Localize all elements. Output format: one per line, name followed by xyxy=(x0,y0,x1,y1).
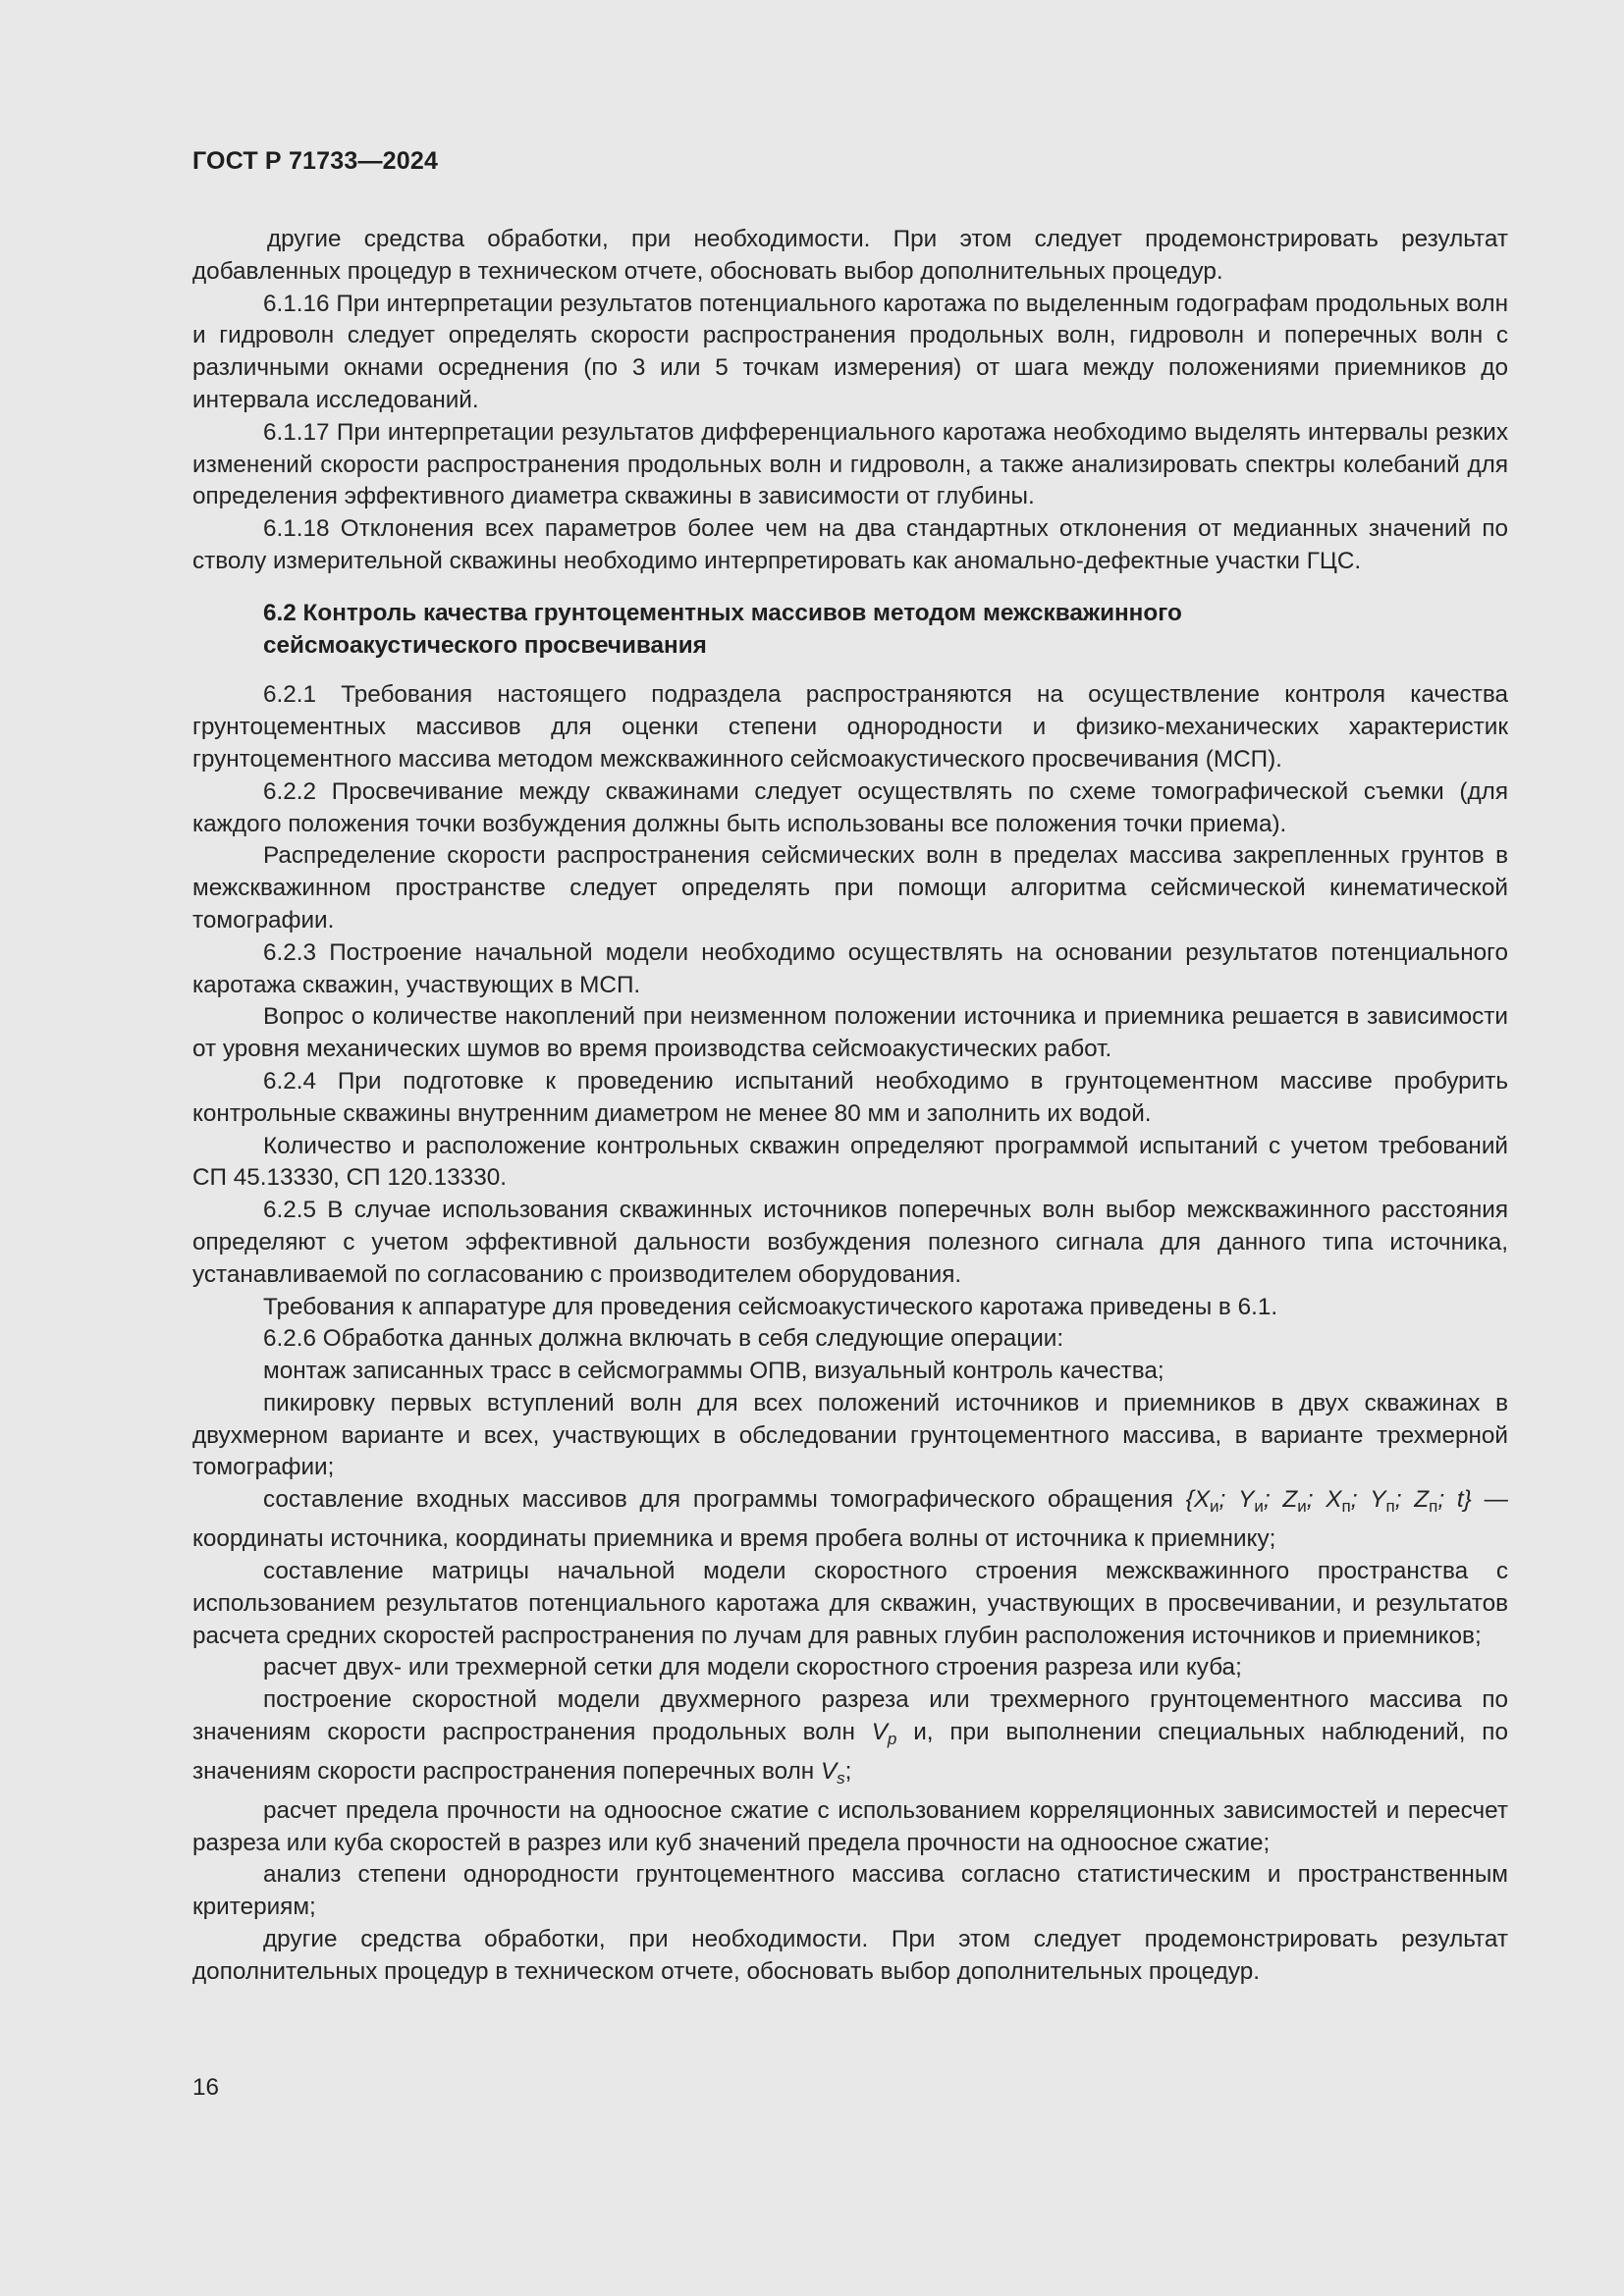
list-item: монтаж записанных трасс в сейсмограммы ОПВ, визуальный контроль качества; xyxy=(263,1358,1164,1385)
list-item-formula: составление входных массивов для программы томографического обращения {$X_и$; $Y_и$; $Z_и$; $X_п$; $Y_п$; $Z_п$; t} — координаты источника, координаты приемника и время пробега волны от источника к приемнику; xyxy=(192,1486,1508,1553)
paragraph: Количество и расположение контрольных скважин определяют программой испытаний с учетом требований СП 45.13330, СП 120.13330. xyxy=(192,1132,1508,1192)
paragraph: Вопрос о количестве накоплений при неизменном положении источника и приемника решается в зависимости от уровня механических шумов во время производства сейсмоакустических работ. xyxy=(192,1003,1508,1063)
list-item-velocity: построение скоростной модели двухмерного разреза или трехмерного грунтоцементного массива по значениям скорости распространения продольных волн $V_p$ и, при выполнении специальных наблюдений, по значениям скорости распространения поперечных волн $V_s$; xyxy=(192,1686,1508,1788)
section-heading-line: 6.2 Контроль качества грунтоцементных массивов методом межскважинного xyxy=(263,599,1182,626)
paragraph-6-1-18: 6.1.18 Отклонения всех параметров более чем на два стандартных отклонения от медианных значений по стволу измерительной скважины необходимо интерпретировать как аномально-дефектные участки ГЦС. xyxy=(192,515,1508,574)
document-code-header: ГОСТ Р 71733—2024 xyxy=(192,147,439,175)
paragraph-6-2-2: 6.2.2 Просвечивание между скважинами следует осуществлять по схеме томографической съемки (для каждого положения точки возбуждения должны быть использованы все положения точки приема). xyxy=(192,777,1508,837)
list-item: расчет двух- или трехмерной сетки для модели скоростного строения разреза или куба; xyxy=(263,1654,1242,1682)
list-item: расчет предела прочности на одноосное сжатие с использованием корреляционных зависимостей и пересчет разреза или куба скоростей в разрез или куб значений предела прочности на одноосное сжатие; xyxy=(192,1796,1508,1856)
paragraph-6-1-16: 6.1.16 При интерпретации результатов потенциального каротажа по выделенным годографам продольных волн и гидроволн следует определять скорости распространения продольных волн, гидроволн и поперечных волн с различными окнами осреднения (по 3 или 5 точкам измерения) от шага между положениями приемников до интервала исследований. xyxy=(192,290,1508,413)
paragraph: Распределение скорости распространения сейсмических волн в пределах массива закрепленных грунтов в межскважинном пространстве следует определять при помощи алгоритма сейсмической кинематической томографии. xyxy=(192,842,1508,934)
paragraph-6-2-3: 6.2.3 Построение начальной модели необходимо осуществлять на основании результатов потенциального каротажа скважин, участвующих в МСП. xyxy=(192,938,1508,998)
list-item: пикировку первых вступлений волн для всех положений источников и приемников в двух скважинах в двухмерном варианте и всех, участвующих в обследовании грунтоцементного массива, в варианте трехмерной томографии; xyxy=(192,1389,1508,1481)
list-item: другие средства обработки, при необходимости. При этом следует продемонстрировать результат дополнительных процедур в техническом отчете, обосновать выбор дополнительных процедур. xyxy=(192,1925,1508,1985)
section-heading-6-2 xyxy=(192,598,1508,663)
velocity-vs: $V_s$ xyxy=(820,1757,845,1788)
list-item: составление матрицы начальной модели скоростного строения межскважинного пространства с использованием результатов потенциального каротажа для скважин, участвующих в просвечивании, и результатов расчета средних скоростей распространения по лучам для равных глубин расположения источников и приемников; xyxy=(192,1557,1508,1649)
list-item: анализ степени однородности грунтоцементного массива согласно статистическим и пространственным критериям; xyxy=(192,1861,1508,1921)
page-number: 16 xyxy=(192,2074,220,2101)
formula-coordinates: {$X_и$; $Y_и$; $Z_и$; $X_п$; $Y_п$; $Z_п$; t} xyxy=(1185,1486,1472,1517)
document-body xyxy=(192,224,1508,1989)
paragraph-6-2-4: 6.2.4 При подготовке к проведению испытаний необходимо в грунтоцементном массиве пробурить контрольные скважины внутренним диаметром не менее 80 мм и заполнить их водой. xyxy=(192,1067,1508,1127)
paragraph-6-1-17: 6.1.17 При интерпретации результатов дифференциального каротажа необходимо выделять интервалы резких изменений скорости распространения продольных волн и гидроволн, а также анализировать спектры колебаний для определения эффективного диаметра скважины в зависимости от глубины. xyxy=(192,418,1508,510)
paragraph-6-2-1: 6.2.1 Требования настоящего подраздела распространяются на осуществление контроля качества грунтоцементных массивов для оценки степени однородности и физико-механических характеристик грунтоцементного массива методом межскважинного сейсмоакустического просвечивания (МСП). xyxy=(192,681,1508,773)
paragraph-6-2-5: 6.2.5 В случае использования скважинных источников поперечных волн выбор межскважинного расстояния определяют с учетом эффективной дальности возбуждения полезного сигнала для данного типа источника, устанавливаемой по согласованию с производителем оборудования. xyxy=(192,1197,1508,1288)
paragraph-6-2-6: 6.2.6 Обработка данных должна включать в себя следующие операции: xyxy=(263,1325,1064,1353)
section-heading-line: сейсмоакустического просвечивания xyxy=(263,631,707,659)
velocity-vp: $V_p$ xyxy=(871,1718,897,1749)
paragraph: другие средства обработки, при необходимости. При этом следует продемонстрировать результат добавленных процедур в техническом отчете, обосновать выбор дополнительных процедур. xyxy=(192,226,1508,285)
paragraph: Требования к аппаратуре для проведения сейсмоакустического каротажа приведены в 6.1. xyxy=(263,1293,1278,1320)
